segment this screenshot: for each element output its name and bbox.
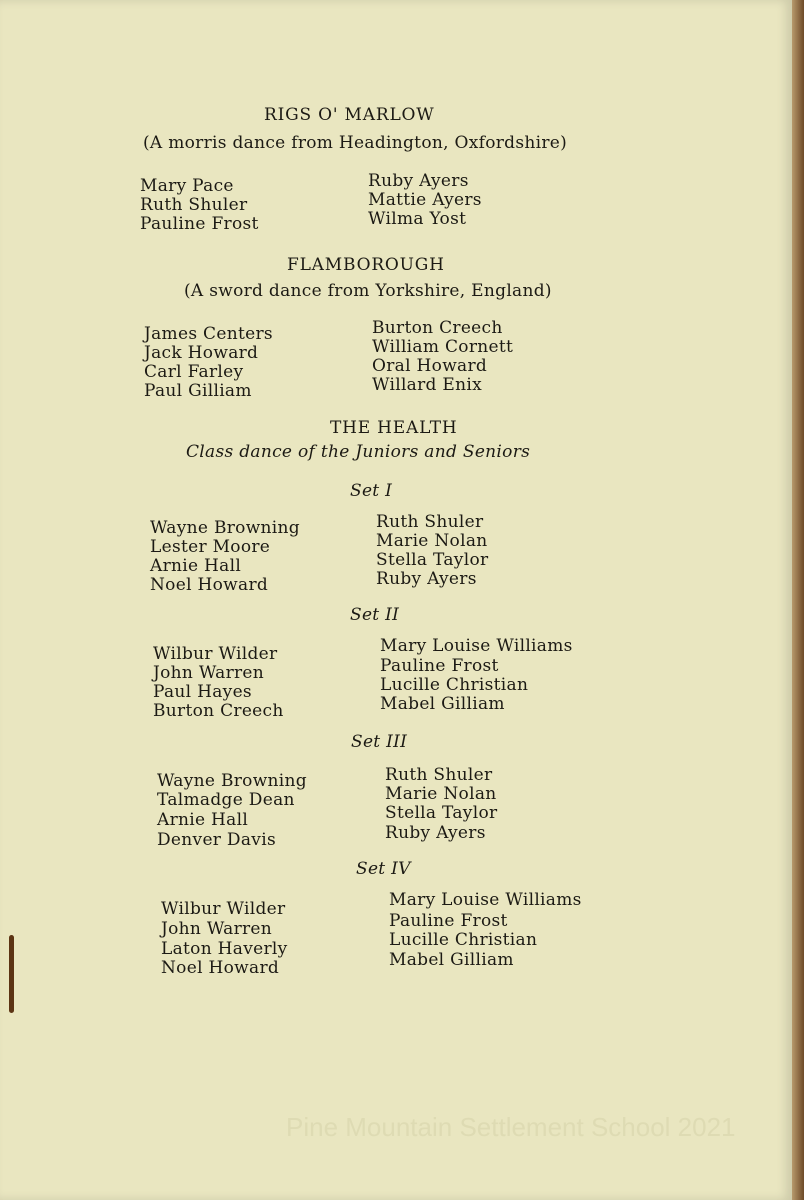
dancer-name: Stella Taylor [376, 550, 489, 570]
dancer-name: Burton Creech [153, 701, 284, 721]
dancer-name: Willard Enix [372, 375, 483, 395]
dancer-name: Ruth Shuler [376, 512, 484, 532]
dancer-name: Wilbur Wilder [153, 644, 278, 664]
dancer-name: Mary Louise Williams [380, 636, 573, 656]
dancer-name: Ruby Ayers [376, 569, 477, 589]
page-edge [792, 0, 804, 1200]
dancer-name: Oral Howard [372, 356, 488, 376]
section-title-the-health: THE HEALTH [330, 418, 458, 438]
dancer-name: Ruth Shuler [140, 195, 248, 215]
dancer-name: Paul Gilliam [144, 381, 252, 401]
section-subtitle-the-health: Class dance of the Juniors and Seniors [186, 442, 531, 462]
set-label: Set III [351, 732, 408, 752]
dancer-name: Arnie Hall [157, 810, 249, 830]
dancer-name: Noel Howard [150, 575, 269, 595]
set-label: Set II [350, 605, 400, 625]
dancer-name: Lucille Christian [380, 675, 529, 695]
dancer-name: Ruby Ayers [368, 171, 469, 191]
dancer-name: Pauline Frost [140, 214, 259, 234]
dancer-name: Wilbur Wilder [161, 899, 286, 919]
watermark: Pine Mountain Settlement School 2021 [286, 1112, 736, 1142]
dancer-name: Denver Davis [157, 830, 276, 850]
section-subtitle-rigs-o-marlow: (A morris dance from Headington, Oxfordshire) [143, 133, 568, 153]
dancer-name: Pauline Frost [389, 911, 508, 931]
set-label: Set IV [356, 859, 411, 879]
dancer-name: Ruth Shuler [385, 765, 493, 785]
dancer-name: Paul Hayes [153, 682, 252, 702]
dancer-name: Marie Nolan [376, 531, 488, 551]
dancer-name: Wayne Browning [157, 771, 307, 791]
dancer-name: Arnie Hall [150, 556, 242, 576]
dancer-name: Lester Moore [150, 537, 271, 557]
set-label: Set I [350, 481, 393, 501]
dancer-name: Mabel Gilliam [389, 950, 514, 970]
dancer-name: John Warren [153, 663, 265, 683]
dancer-name: Jack Howard [144, 343, 259, 363]
dancer-name: Mary Pace [140, 176, 234, 196]
section-subtitle-flamborough: (A sword dance from Yorkshire, England) [184, 281, 552, 301]
dancer-name: John Warren [161, 919, 273, 939]
dancer-name: Mary Louise Williams [389, 890, 582, 910]
dancer-name: Burton Creech [372, 318, 503, 338]
dancer-name: Ruby Ayers [385, 823, 486, 843]
dancer-name: Marie Nolan [385, 784, 497, 804]
dancer-name: Carl Farley [144, 362, 244, 382]
dancer-name: Wilma Yost [368, 209, 467, 229]
section-title-rigs-o-marlow: RIGS O' MARLOW [264, 105, 435, 125]
dancer-name: William Cornett [372, 337, 514, 357]
dancer-name: Lucille Christian [389, 930, 538, 950]
dancer-name: Pauline Frost [380, 656, 499, 676]
dancer-name: James Centers [144, 324, 273, 344]
dancer-name: Wayne Browning [150, 518, 300, 538]
dancer-name: Mattie Ayers [368, 190, 482, 210]
binding-mark [9, 935, 14, 1013]
dancer-name: Noel Howard [161, 958, 280, 978]
dancer-name: Talmadge Dean [157, 790, 295, 810]
section-title-flamborough: FLAMBOROUGH [287, 255, 445, 275]
dancer-name: Mabel Gilliam [380, 694, 505, 714]
dancer-name: Laton Haverly [161, 939, 288, 959]
dancer-name: Stella Taylor [385, 803, 498, 823]
